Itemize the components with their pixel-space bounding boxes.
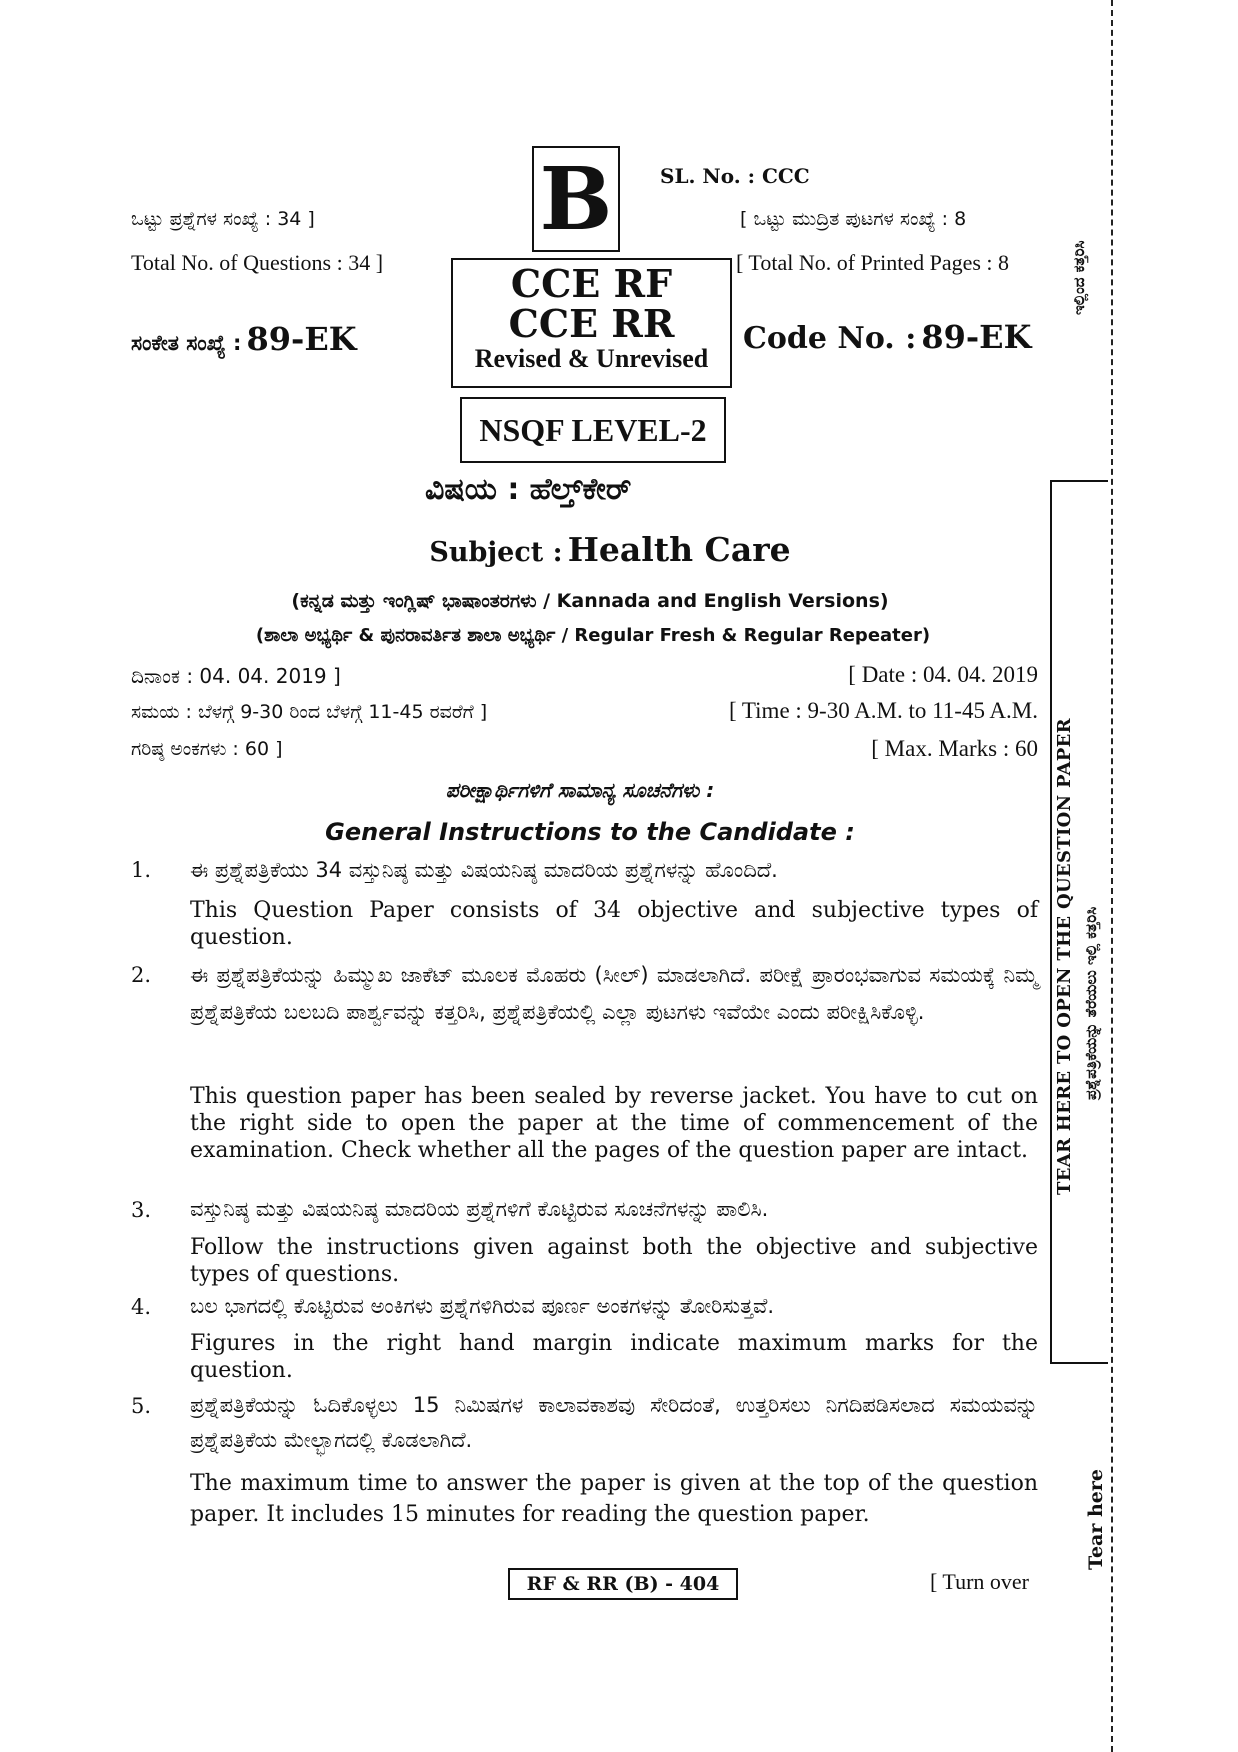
en-subject-line <box>400 530 820 569</box>
instruction-3-en: Follow the instructions given against both the objective and subjective types of questions. <box>190 1235 1038 1287</box>
instruction-4-number: 4. <box>131 1295 152 1319</box>
series-letter-box: B <box>532 146 620 252</box>
kn-total-questions: ಒಟ್ಟು ಪ್ರಶ್ನೆಗಳ ಸಂಖ್ಯೆ : 34 ] <box>131 208 315 230</box>
turn-over-label: [ Turn over <box>930 1569 1030 1594</box>
side-tear-here-kn: ಪ್ರಶ್ನೆಪತ್ರಿಕೆಯನ್ನು ತೆರೆಯಲು ಇಲ್ಲಿ ಕತ್ತರಿಸಿ <box>1082 906 1100 1100</box>
instruction-3-kn: ವಸ್ತುನಿಷ್ಠ ಮತ್ತು ವಿಷಯನಿಷ್ಠ ಮಾದರಿಯ ಪ್ರಶ್ನೆಗಳಿಗೆ ಕೊಟ್ಟಿರುವ ಸೂಚನೆಗಳನ್ನು ಪಾಲಿಸಿ. <box>190 1197 769 1221</box>
level-box: NSQF LEVEL-2 <box>460 397 726 463</box>
en-code-label: Code No. : <box>743 321 917 356</box>
kn-code-value: 89-EK <box>246 320 357 358</box>
candidates-line: (ಶಾಲಾ ಅಭ್ಯರ್ಥಿ & ಪುನರಾವರ್ತಿತ ಶಾಲಾ ಅಭ್ಯರ್ಥಿ / Regular Fresh & Regular Repeater) <box>255 625 931 646</box>
kn-code-label: ಸಂಕೇತ ಸಂಖ್ಯೆ : <box>131 331 242 355</box>
instruction-4-kn: ಬಲ ಭಾಗದಲ್ಲಿ ಕೊಟ್ಟಿರುವ ಅಂಕಿಗಳು ಪ್ರಶ್ನೆಗಳಿಗಿರುವ ಪೂರ್ಣ ಅಂಕಗಳನ್ನು ತೋರಿಸುತ್ತವೆ. <box>190 1294 775 1318</box>
instruction-1-en: This Question Paper consists of 34 objective and subjective types of question. <box>190 898 1038 950</box>
en-printed-pages: [ Total No. of Printed Pages : 8 <box>736 250 1010 275</box>
exam-type-line-1: CCE RF <box>510 261 673 306</box>
exam-type-line-2: CCE RR <box>508 301 675 346</box>
serial-number: SL. No. : CCC <box>660 164 810 188</box>
en-code-value: 89-EK <box>921 318 1032 356</box>
en-time: [ Time : 9-30 A.M. to 11-45 A.M. <box>728 698 1038 723</box>
side-tear-here-text: TEAR HERE TO OPEN THE QUESTION PAPER <box>1054 718 1075 1195</box>
kn-max-marks: ಗರಿಷ್ಠ ಅಂಕಗಳು : 60 ] <box>131 738 283 760</box>
en-instructions-title: General Instructions to the Candidate : <box>325 818 855 846</box>
instruction-2-en: This question paper has been sealed by reverse jacket. You have to cut on the right side to open the paper at the time of commencement of the examination. Check whether all the pages of the question paper are intact. <box>190 1084 1038 1163</box>
exam-type-line-3: Revised & Unrevised <box>474 344 709 373</box>
kn-instructions-title: ಪರೀಕ್ಷಾರ್ಥಿಗಳಿಗೆ ಸಾಮಾನ್ಯ ಸೂಚನೆಗಳು : <box>445 778 715 802</box>
en-total-questions: Total No. of Questions : 34 ] <box>131 250 384 275</box>
instruction-3-number: 3. <box>131 1198 152 1222</box>
en-date: [ Date : 04. 04. 2019 <box>848 662 1038 687</box>
en-max-marks: [ Max. Marks : 60 <box>871 736 1038 761</box>
instruction-2-kn: ಈ ಪ್ರಶ್ನೆಪತ್ರಿಕೆಯನ್ನು ಹಿಮ್ಮುಖ ಜಾಕೆಟ್ ಮೂಲಕ ಮೊಹರು (ಸೀಲ್) ಮಾಡಲಾಗಿದೆ. ಪರೀಕ್ಷೆ ಪ್ರಾರಂಭವಾಗುವ ಸಮಯಕ್ಕೆ ನಿಮ್ಮ ಪ್ರಶ್ನೆಪತ್ರಿಕೆಯ ಬಲಬದಿ ಪಾರ್ಶ್ವವನ್ನು ಕತ್ತರಿಸಿ, ಪ್ರಶ್ನೆಪತ್ರಿಕೆಯಲ್ಲಿ ಎಲ್ಲಾ ಪುಟಗಳು ಇವೆಯೇ ಎಂದು ಪರೀಕ್ಷಿಸಿಕೊಳ್ಳಿ. <box>190 963 1038 1024</box>
instruction-5-kn: ಪ್ರಶ್ನೆಪತ್ರಿಕೆಯನ್ನು ಓದಿಕೊಳ್ಳಲು 15 ನಿಮಿಷಗಳ ಕಾಲಾವಕಾಶವು ಸೇರಿದಂತೆ, ಉತ್ತರಿಸಲು ನಿಗದಿಪಡಿಸಲಾದ ಸಮಯವನ್ನು ಪ್ರಶ್ನೆಪತ್ರಿಕೆಯ ಮೇಲ್ಭಾಗದಲ್ಲಿ ಕೊಡಲಾಗಿದೆ. <box>190 1393 1038 1452</box>
side-tear-here-small: Tear here <box>1085 1469 1107 1570</box>
instruction-1-number: 1. <box>131 858 152 882</box>
exam-type-box <box>451 258 732 388</box>
en-code-line <box>743 318 1031 356</box>
versions-line: (ಕನ್ನಡ ಮತ್ತು ಇಂಗ್ಲಿಷ್ ಭಾಷಾಂತರಗಳು / Kannada and English Versions) <box>291 590 889 612</box>
instruction-2-number: 2. <box>131 963 152 987</box>
paper-code-box: RF & RR (B) - 404 <box>508 1568 738 1600</box>
kn-subject: ವಿಷಯ : ಹೆಲ್ತ್‌ಕೇರ್ <box>425 472 632 507</box>
tear-dashed-line <box>1111 0 1113 1752</box>
instruction-5-en: The maximum time to answer the paper is given at the top of the question paper. It includes 15 minutes for reading the question paper. <box>190 1471 1038 1527</box>
en-subject-value: Health Care <box>567 530 791 569</box>
kn-date: ದಿನಾಂಕ : 04. 04. 2019 ] <box>131 664 341 688</box>
en-subject-label: Subject : <box>429 537 563 568</box>
side-cut-here-kn-top: ಇಲ್ಲಿಂದ ಕತ್ತರಿಸಿ <box>1070 240 1088 315</box>
kn-code-line <box>131 320 357 358</box>
instruction-1-kn: ಈ ಪ್ರಶ್ನೆಪತ್ರಿಕೆಯು 34 ವಸ್ತುನಿಷ್ಠ ಮತ್ತು ವಿಷಯನಿಷ್ಠ ಮಾದರಿಯ ಪ್ರಶ್ನೆಗಳನ್ನು ಹೊಂದಿದೆ. <box>190 858 778 882</box>
kn-printed-pages: [ ಒಟ್ಟು ಮುದ್ರಿತ ಪುಟಗಳ ಸಂಖ್ಯೆ : 8 <box>740 208 967 230</box>
instruction-4-en: Figures in the right hand margin indicate maximum marks for the question. <box>190 1331 1038 1383</box>
instruction-5-number: 5. <box>131 1394 152 1418</box>
kn-time: ಸಮಯ : ಬೆಳಗ್ಗೆ 9-30 ರಿಂದ ಬೆಳಗ್ಗೆ 11-45 ರವರೆಗೆ ] <box>131 701 488 723</box>
